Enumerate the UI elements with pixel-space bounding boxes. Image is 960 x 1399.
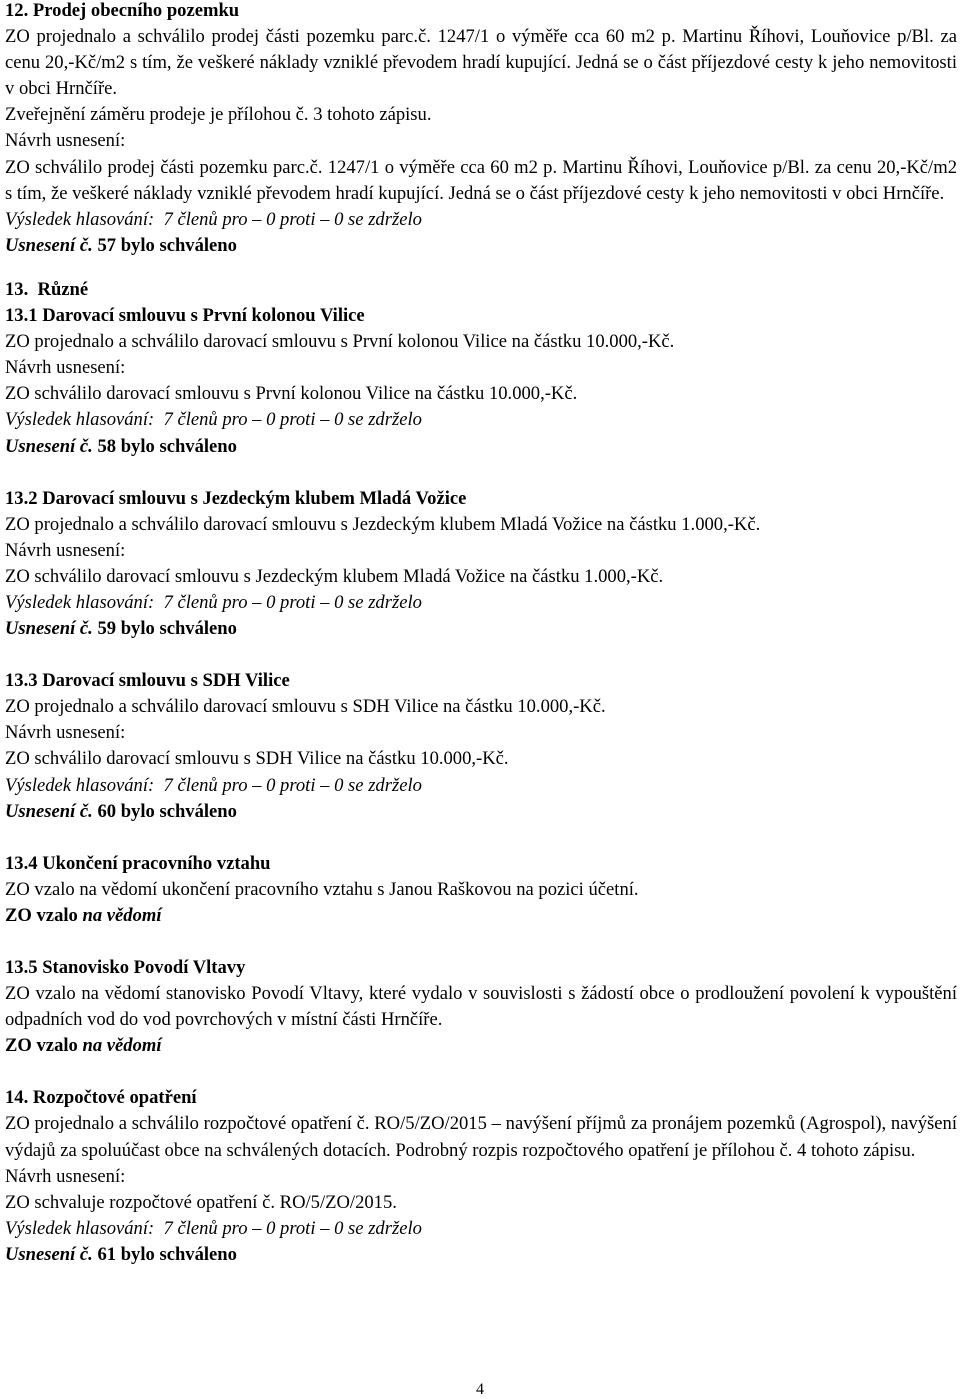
subsection-13-4	[5, 851, 957, 929]
section-heading: 13. Různé	[5, 278, 89, 300]
resolution-line	[5, 434, 957, 460]
subsection-body: ZO vzalo na vědomí ukončení pracovního vztahu s Janou Raškovou na pozici účetní.	[5, 878, 639, 900]
subsection-heading: 13.4 Ukončení pracovního vztahu	[5, 852, 271, 874]
proposal-label: Návrh usnesení:	[5, 722, 126, 744]
page-number: 4	[476, 1381, 484, 1398]
vote-result: Výsledek hlasování: 7 členů pro – 0 proti – 0 se zdrželo	[5, 409, 422, 431]
subsection-13-1	[5, 303, 957, 460]
proposal-text: ZO schvaluje rozpočtové opatření č. RO/5/ZO/2015.	[5, 1191, 397, 1213]
resolution-prefix: Usnesení č.	[5, 234, 93, 256]
subsection-body: ZO vzalo na vědomí stanovisko Povodí Vltavy, které vydalo v souvislosti s žádostí obce o prodloužení povolení k vypouštění odpadních vod do vod povrchových v místní části Hrnčíře.	[5, 983, 957, 1031]
resolution-status: 61 bylo schváleno	[92, 1243, 237, 1265]
resolution-prefix: Usnesení č.	[5, 618, 93, 640]
subsection-body: ZO projednalo a schválilo darovací smlouvu s První kolonou Vilice na částku 10.000,-Kč.	[5, 331, 675, 353]
attachment-note: Zveřejnění záměru prodeje je přílohou č. 3 tohoto zápisu.	[5, 104, 432, 126]
section-heading: 14. Rozpočtové opatření	[5, 1087, 197, 1109]
vote-result: Výsledek hlasování: 7 členů pro – 0 proti – 0 se zdrželo	[5, 774, 422, 796]
resolution-prefix: Usnesení č.	[5, 435, 93, 457]
proposal-text: ZO schválilo prodej části pozemku parc.č. 1247/1 o výměře cca 60 m2 p. Martinu Říhovi, Louňovice p/Bl. za cenu 20,-Kč/m2 s tím, že veškeré náklady vzniklé převodem hradí kupující. Jedná se o část příjezdové cesty k jeho nemovitosti v obci Hrnčíře.	[5, 156, 957, 204]
subsection-13-3	[5, 668, 957, 825]
subsection-body: ZO projednalo a schválilo darovací smlouvu s SDH Vilice na částku 10.000,-Kč.	[5, 696, 606, 718]
proposal-text: ZO schválilo darovací smlouvu s Jezdeckým klubem Mladá Vožice na částku 1.000,-Kč.	[5, 565, 664, 587]
vote-result: Výsledek hlasování: 7 členů pro – 0 proti – 0 se zdrželo	[5, 591, 422, 613]
section-13	[5, 277, 957, 1059]
resolution-status: 60 bylo schváleno	[92, 800, 237, 822]
proposal-label: Návrh usnesení:	[5, 130, 126, 152]
resolution-line	[5, 616, 957, 642]
resolution-prefix: Usnesení č.	[5, 1243, 93, 1265]
proposal-label: Návrh usnesení:	[5, 1165, 126, 1187]
result-status: na vědomí	[77, 904, 162, 926]
proposal-text: ZO schválilo darovací smlouvu s SDH Vilice na částku 10.000,-Kč.	[5, 748, 509, 770]
subsection-heading: 13.1 Darovací smlouvu s První kolonou Vilice	[5, 305, 365, 327]
section-heading: 12. Prodej obecního pozemku	[5, 0, 240, 21]
subsection-13-2	[5, 486, 957, 643]
resolution-status: 57 bylo schváleno	[92, 234, 237, 256]
subsection-heading: 13.3 Darovací smlouvu s SDH Vilice	[5, 670, 290, 692]
vote-result: Výsledek hlasování: 7 členů pro – 0 proti – 0 se zdrželo	[5, 1217, 422, 1239]
vote-result: Výsledek hlasování: 7 členů pro – 0 proti – 0 se zdrželo	[5, 208, 422, 230]
subsection-body: ZO projednalo a schválilo darovací smlouvu s Jezdeckým klubem Mladá Vožice na částku 1.000,-Kč.	[5, 513, 761, 535]
result-status: na vědomí	[77, 1035, 162, 1057]
result-line	[5, 1033, 957, 1059]
section-14	[5, 1085, 957, 1268]
section-12	[5, 0, 957, 259]
resolution-status: 58 bylo schváleno	[92, 435, 237, 457]
subsection-heading: 13.2 Darovací smlouvu s Jezdeckým klubem Mladá Vožice	[5, 487, 467, 509]
section-body: ZO projednalo a schválilo prodej části pozemku parc.č. 1247/1 o výměře cca 60 m2 p. Martinu Říhovi, Louňovice p/Bl. za cenu 20,-Kč/m2 s tím, že veškeré náklady vzniklé převodem hradí kupující. Jedná se o část příjezdové cesty k jeho nemovitosti v obci Hrnčíře.	[5, 26, 957, 100]
result-prefix: ZO vzalo	[5, 1035, 78, 1057]
subsection-13-5	[5, 955, 957, 1059]
resolution-status: 59 bylo schváleno	[92, 618, 237, 640]
document-page	[5, 0, 957, 1268]
result-line	[5, 903, 957, 929]
proposal-text: ZO schválilo darovací smlouvu s První kolonou Vilice na částku 10.000,-Kč.	[5, 383, 578, 405]
resolution-prefix: Usnesení č.	[5, 800, 93, 822]
subsection-heading: 13.5 Stanovisko Povodí Vltavy	[5, 957, 246, 978]
resolution-line	[5, 233, 957, 259]
proposal-label: Návrh usnesení:	[5, 357, 126, 379]
result-prefix: ZO vzalo	[5, 904, 78, 926]
resolution-line	[5, 1242, 957, 1268]
section-body: ZO projednalo a schválilo rozpočtové opatření č. RO/5/ZO/2015 – navýšení příjmů za pronájem pozemků (Agrospol), navýšení výdajů za spoluúčast obce na schválených dotacích. Podrobný rozpis rozpočtového opatření je přílohou č. 4 tohoto zápisu.	[5, 1113, 957, 1161]
resolution-line	[5, 799, 957, 825]
proposal-label: Návrh usnesení:	[5, 539, 126, 561]
